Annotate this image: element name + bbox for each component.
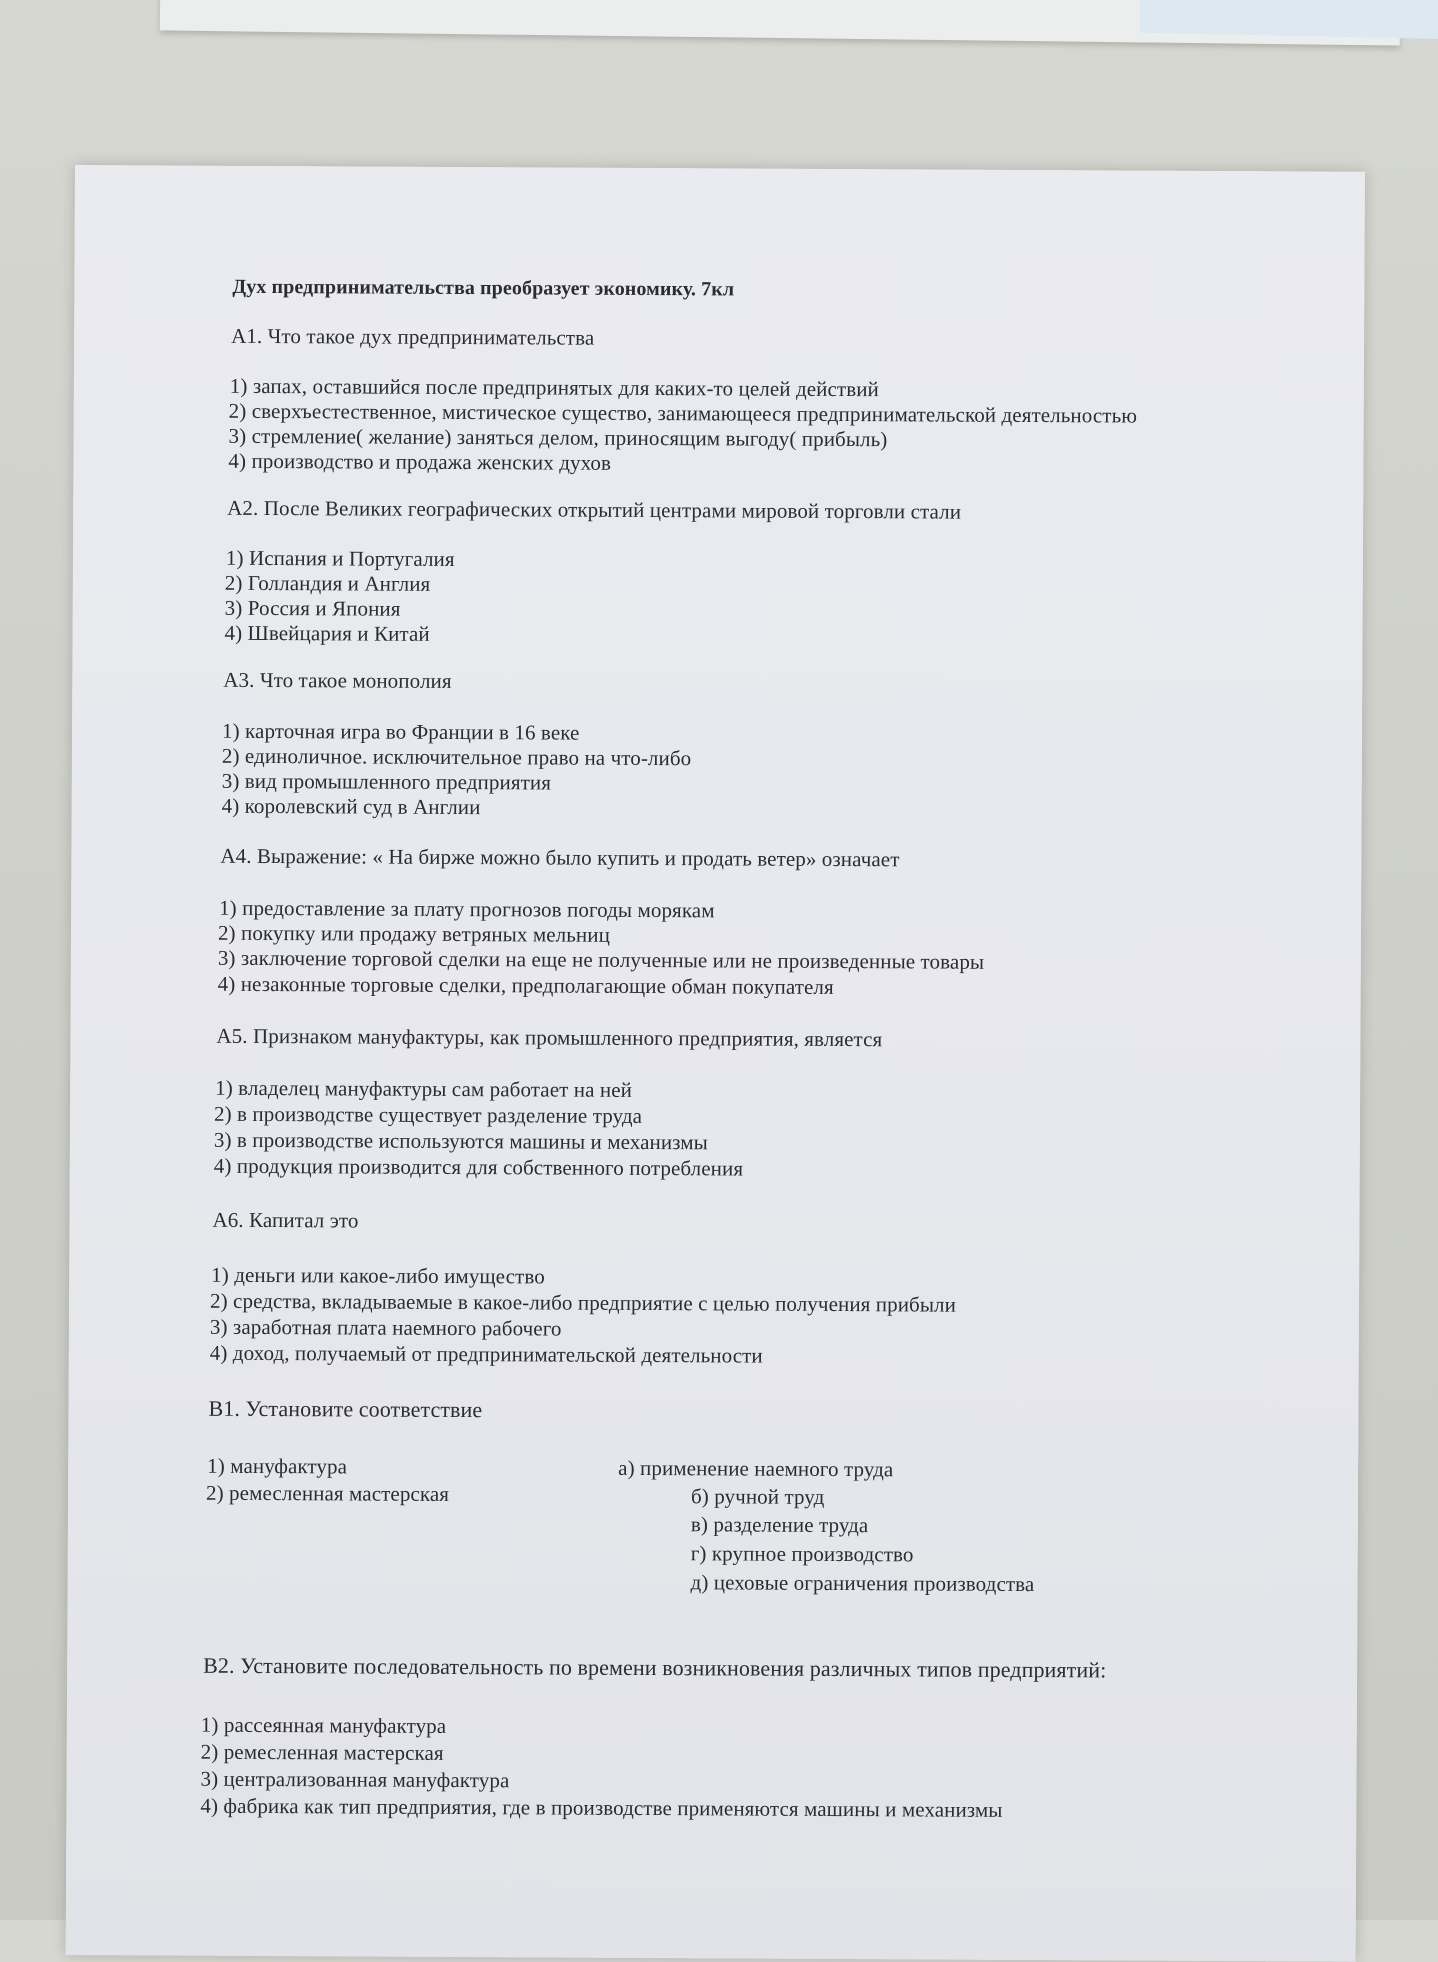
option-a4-4: 4) незаконные торговые сделки, предполагающие обман покупателя bbox=[217, 971, 834, 999]
option-a6-3: 3) заработная плата наемного рабочего bbox=[209, 1314, 562, 1341]
option-a6-4: 4) доход, получаемый от предпринимательской деятельности bbox=[209, 1340, 763, 1368]
question-a1: А1. Что такое дух предпринимательства bbox=[231, 323, 595, 350]
option-a3-3: 3) вид промышленного предприятия bbox=[221, 768, 552, 795]
option-a5-3: 3) в производстве используются машины и механизмы bbox=[213, 1127, 708, 1155]
question-a4: А4. Выражение: « На бирже можно было купить и продать ветер» означает bbox=[220, 843, 900, 872]
option-a1-3: 3) стремление( желание) заняться делом, приносящим выгоду( прибыль) bbox=[228, 423, 888, 452]
option-a4-3: 3) заключение торговой сделки на еще не полученные или не произведенные товары bbox=[217, 945, 985, 974]
b1-left-item-2: 2) ремесленная мастерская bbox=[205, 1480, 450, 1506]
option-b2-4: 4) фабрика как тип предприятия, где в производстве применяются машины и механизмы bbox=[200, 1793, 1003, 1822]
option-a6-2: 2) средства, вкладываемые в какое-либо предприятие с целью получения прибыли bbox=[209, 1288, 957, 1317]
option-a1-1: 1) запах, оставшийся после предпринятых для каких-то целей действий bbox=[229, 373, 879, 402]
question-a6: А6. Капитал это bbox=[212, 1207, 359, 1233]
option-a5-2: 2) в производстве существует разделение труда bbox=[213, 1101, 643, 1128]
option-b2-3: 3) централизованная мануфактура bbox=[200, 1766, 510, 1793]
option-a1-4: 4) производство и продажа женских духов bbox=[228, 448, 612, 475]
b1-right-item-b: б) ручной труд bbox=[690, 1484, 825, 1509]
question-a3: А3. Что такое монополия bbox=[223, 667, 452, 693]
option-a5-4: 4) продукция производится для собственного потребления bbox=[213, 1153, 744, 1181]
b1-right-item-c: в) разделение труда bbox=[690, 1512, 869, 1538]
option-a1-2: 2) сверхъестественное, мистическое существо, занимающееся предпринимательской деятельностью bbox=[228, 398, 1138, 428]
worksheet-title: Дух предпринимательства преобразует экономику. 7кл bbox=[232, 275, 735, 301]
option-a2-3: 3) Россия и Япония bbox=[224, 595, 401, 621]
worksheet-paper bbox=[66, 165, 1365, 1962]
background-folder-top bbox=[1140, 0, 1438, 39]
b1-right-item-a: а) применение наемного труда bbox=[618, 1455, 894, 1482]
option-b2-2: 2) ремесленная мастерская bbox=[200, 1739, 444, 1765]
question-a2: А2. После Великих географических открытий центрами мировой торговли стали bbox=[227, 495, 962, 524]
question-a5: А5. Признаком мануфактуры, как промышленного предприятия, является bbox=[216, 1023, 883, 1052]
option-a2-4: 4) Швейцария и Китай bbox=[224, 620, 430, 646]
option-a5-1: 1) владелец мануфактуры сам работает на ней bbox=[215, 1075, 633, 1102]
option-a2-1: 1) Испания и Португалия bbox=[225, 545, 455, 571]
option-a2-2: 2) Голландия и Англия bbox=[224, 570, 431, 596]
option-a6-1: 1) деньги или какое-либо имущество bbox=[211, 1262, 545, 1289]
option-a3-2: 2) единоличное. исключительное право на что-либо bbox=[221, 743, 692, 771]
b1-right-item-d: г) крупное производство bbox=[690, 1541, 914, 1567]
b1-right-item-e: д) цеховые ограничения производства bbox=[690, 1570, 1035, 1597]
question-b1: В1. Установите соответствие bbox=[208, 1395, 483, 1423]
option-a3-1: 1) карточная игра во Франции в 16 веке bbox=[221, 718, 580, 745]
option-a4-2: 2) покупку или продажу ветряных мельниц bbox=[217, 920, 611, 947]
option-a4-1: 1) предоставление за плату прогнозов погоды морякам bbox=[219, 895, 715, 923]
b1-left-item-1: 1) мануфактура bbox=[207, 1453, 348, 1479]
option-a3-4: 4) королевский суд в Англии bbox=[221, 793, 481, 820]
question-b2: В2. Установите последовательность по времени возникновения различных типов предприятий: bbox=[203, 1652, 1107, 1683]
option-b2-1: 1) рассеянная мануфактура bbox=[200, 1712, 447, 1738]
